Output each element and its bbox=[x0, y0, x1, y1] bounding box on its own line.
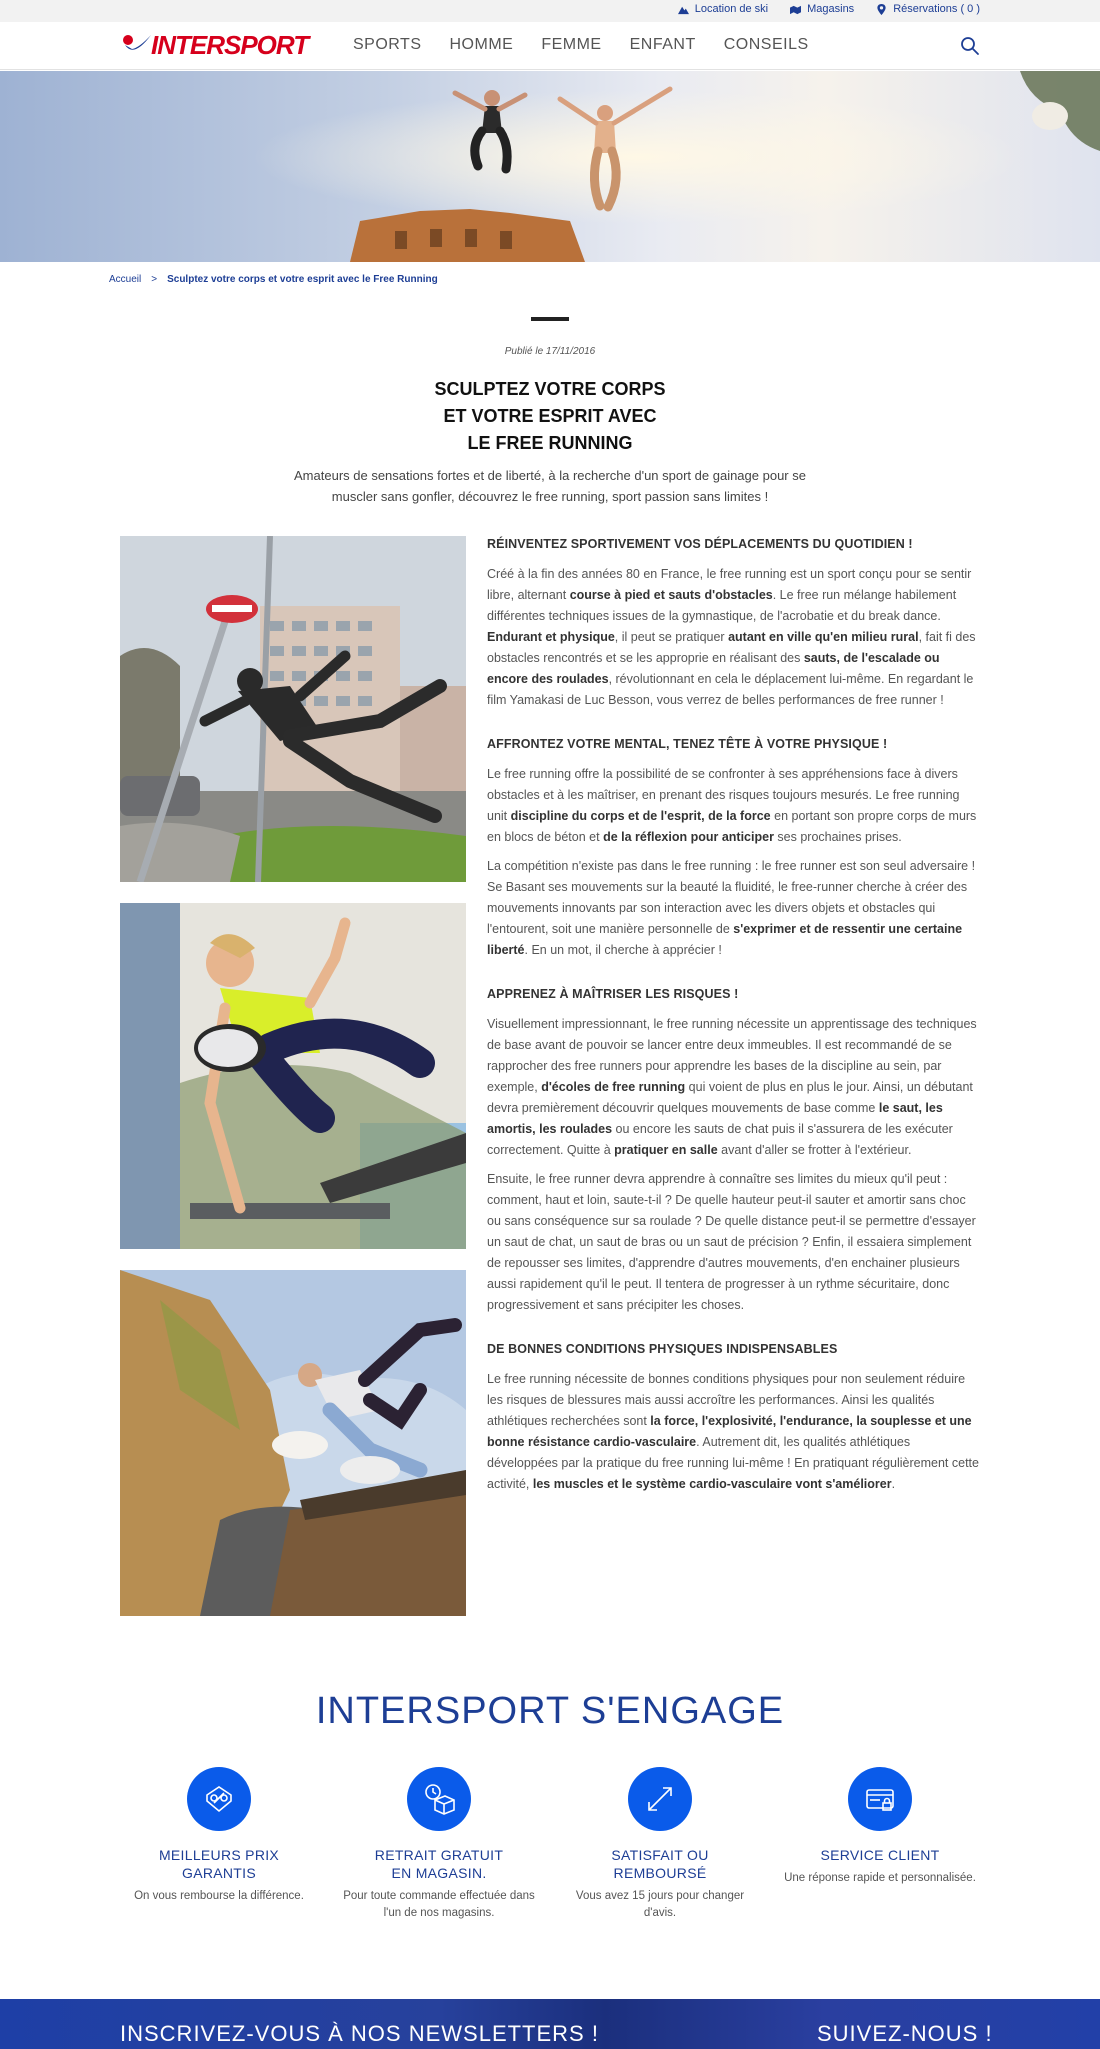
engagement-satisfied-refund[interactable] bbox=[560, 1767, 760, 1922]
section-paragraph bbox=[487, 1014, 979, 1161]
title-divider bbox=[531, 317, 569, 321]
body-text: , il peut se pratiquer bbox=[614, 630, 729, 644]
body-text: . Autrement dit, les qualités athlétiques développées par la pratique du free running lui-même ! En pratiquant régulièrement cette activité, bbox=[487, 1435, 979, 1491]
engagement-label: RETRAIT GRATUIT EN MAGASIN. bbox=[374, 1847, 504, 1881]
emphasis-text: le saut, les amortis, les roulades bbox=[487, 1101, 943, 1136]
title-line-3: LE FREE RUNNING bbox=[467, 433, 633, 453]
article-body bbox=[487, 537, 979, 1521]
emphasis-text: course à pied et sauts d'obstacles bbox=[569, 588, 773, 602]
published-date: Publié le 17/11/2016 bbox=[504, 346, 596, 357]
page-title bbox=[300, 376, 800, 457]
engagement-desc: On vous rembourse la différence. bbox=[134, 1890, 304, 1902]
section-paragraph bbox=[487, 764, 979, 848]
emphasis-text: Endurant et physique bbox=[487, 630, 615, 644]
body-text: Ensuite, le free runner devra apprendre à connaître ses limites du mieux qu'il peut : comment, haut et loin, saute-t-il ? De quelle hauteur peut-il sauter et amortir sans choc ou sans conséquence sur sa roulade ? De quelle distance peut-il se permettre d'essayer un saut de chat, un saut de bras ou un saut de précision ? Enfin, il essaiera simplement de repousser ses limites, d'apprendre d'autres mouvements, d'en enchainer plusieurs aussi rapidement qu'il le peut. Il tentera de progresser à un rythme sécuritaire, donc progressivement et sans précipiter les choses. bbox=[487, 1172, 976, 1312]
section-heading: DE BONNES CONDITIONS PHYSIQUES INDISPENSABLES bbox=[487, 1342, 838, 1356]
reservations-label: Réservations ( 0 ) bbox=[893, 3, 980, 15]
section-heading: RÉINVENTEZ SPORTIVEMENT VOS DÉPLACEMENTS DU QUOTIDIEN ! bbox=[487, 537, 913, 551]
breadcrumb-current: Sculptez votre corps et votre esprit avec le Free Running bbox=[167, 274, 438, 285]
section-paragraph bbox=[487, 1369, 979, 1495]
engagement-desc: Pour toute commande effectuée dans l'un de nos magasins. bbox=[343, 1890, 535, 1919]
section-heading: APPRENEZ À MAÎTRISER LES RISQUES ! bbox=[487, 987, 739, 1001]
body-text: en portant son propre corps de murs en blocs de béton et bbox=[487, 809, 977, 844]
emphasis-text: discipline du corps et de l'esprit, de la force bbox=[510, 809, 771, 823]
article-section bbox=[487, 987, 979, 1316]
clock-box-icon bbox=[421, 1781, 457, 1817]
body-text: Visuellement impressionnant, le free running nécessite un apprentissage des techniques de base avant de pouvoir se lancer entre deux immeubles. Il est recommandé de se rapprocher des free runners pour apprendre les bases de la discipline au sein, par exemple, bbox=[487, 1017, 977, 1094]
reservations-link[interactable] bbox=[876, 3, 980, 15]
price-tag-icon bbox=[201, 1781, 237, 1817]
body-text: . En un mot, il cherche à apprécier ! bbox=[524, 943, 722, 957]
engagement-label: SERVICE CLIENT bbox=[820, 1847, 940, 1863]
footer-band bbox=[0, 1999, 1100, 2049]
engagement-desc: Une réponse rapide et personnalisée. bbox=[784, 1872, 976, 1884]
article-photo-cliff bbox=[120, 1270, 466, 1616]
emphasis-text: sauts, de l'escalade ou encore des roulades bbox=[487, 651, 940, 686]
body-text: ou encore les sauts de chat puis il s'assurera de les exécuter correctement. Quitte à bbox=[487, 1122, 953, 1157]
section-heading: AFFRONTEZ VOTRE MENTAL, TENEZ TÊTE À VOTRE PHYSIQUE ! bbox=[487, 737, 888, 751]
body-text: La compétition n'existe pas dans le free running : le free runner est son seul adversaire ! Se Basant ses mouvements sur la beauté la fluidité, le free-runner cherche à créer des mouvements innovants par son interaction avec les divers objets et obstacles qui l'entourent, soit une manière personnelle de bbox=[487, 859, 976, 936]
body-text: Le free running offre la possibilité de se confronter à ses appréhensions face à divers obstacles et à les maîtriser, en prenant des risques toujours mesurés. Le free running unit bbox=[487, 767, 960, 823]
breadcrumb-separator: > bbox=[151, 274, 158, 285]
engagement-label: SATISFAIT OU REMBOURSÉ bbox=[611, 1847, 709, 1881]
article-section bbox=[487, 1342, 979, 1495]
nav-homme[interactable]: HOMME bbox=[449, 36, 514, 53]
search-icon[interactable] bbox=[960, 36, 980, 56]
main-header bbox=[0, 22, 1100, 70]
title-line-2: ET VOTRE ESPRIT AVEC bbox=[443, 406, 657, 426]
engagement-circle bbox=[848, 1767, 912, 1831]
engagement-circle bbox=[628, 1767, 692, 1831]
breadcrumb bbox=[109, 274, 438, 285]
body-text: , fait fi des obstacles rencontrés et se les approprie en réalisant des bbox=[487, 630, 976, 665]
logo-wordmark: INTERSPORT bbox=[151, 29, 309, 60]
article-section bbox=[487, 537, 979, 711]
engagement-customer-service[interactable] bbox=[780, 1767, 980, 1887]
arrows-icon bbox=[642, 1781, 678, 1817]
body-text: . Le free run mélange habilement différentes techniques issues de la gymnastique, de l'acrobatie et du break dance. bbox=[487, 588, 957, 623]
engagement-best-price[interactable] bbox=[119, 1767, 319, 1905]
intersport-logo[interactable] bbox=[121, 29, 317, 60]
emphasis-text: les muscles et le système cardio-vasculaire vont s'améliorer bbox=[532, 1477, 892, 1491]
mountain-icon bbox=[678, 4, 689, 15]
body-text: . bbox=[891, 1477, 896, 1491]
hero-image bbox=[0, 71, 1100, 262]
stores-label: Magasins bbox=[807, 3, 855, 15]
body-text: , révolutionnant en cela le déplacement lui-même. En regardant le film Yamakasi de Luc Besson, vous verrez de belles performances de free runner ! bbox=[487, 672, 974, 707]
engagement-free-pickup[interactable] bbox=[339, 1767, 539, 1922]
article-intro: Amateurs de sensations fortes et de liberté, à la recherche d'un sport de gainage pour se muscler sans gonfler, découvrez le free running, sport passion sans limites ! bbox=[294, 468, 806, 504]
section-paragraph bbox=[487, 1169, 979, 1316]
ski-rental-link[interactable] bbox=[678, 3, 768, 15]
emphasis-text: d'écoles de free running bbox=[541, 1080, 686, 1094]
nav-enfant[interactable]: ENFANT bbox=[629, 36, 696, 53]
nav-femme[interactable]: FEMME bbox=[541, 36, 602, 53]
utility-links bbox=[678, 3, 980, 15]
nav-conseils[interactable]: CONSEILS bbox=[723, 36, 809, 53]
follow-us[interactable]: SUIVEZ-NOUS ! bbox=[817, 2021, 993, 2046]
location-pin-icon bbox=[876, 4, 887, 15]
card-lock-icon bbox=[862, 1781, 898, 1817]
emphasis-text: de la réflexion pour anticiper bbox=[603, 830, 774, 844]
body-text: ses prochaines prises. bbox=[773, 830, 902, 844]
section-paragraph bbox=[487, 564, 979, 711]
breadcrumb-home[interactable]: Accueil bbox=[109, 274, 142, 285]
emphasis-text: autant en ville qu'en milieu rural bbox=[728, 630, 919, 644]
ski-rental-label: Location de ski bbox=[694, 3, 769, 15]
stores-link[interactable] bbox=[790, 3, 854, 15]
engagement-circle bbox=[187, 1767, 251, 1831]
engagement-desc: Vous avez 15 jours pour changer d'avis. bbox=[575, 1890, 745, 1919]
logo-mark-icon bbox=[121, 32, 153, 58]
main-nav bbox=[353, 36, 837, 54]
engagement-label: MEILLEURS PRIX GARANTIS bbox=[158, 1847, 280, 1881]
emphasis-text: la force, l'explosivité, l'endurance, la souplesse et une bonne résistance cardio-vasculaire bbox=[487, 1414, 972, 1449]
article-photo-vault bbox=[120, 903, 466, 1249]
nav-sports[interactable]: SPORTS bbox=[353, 36, 422, 53]
engagement-circle bbox=[407, 1767, 471, 1831]
emphasis-text: s'exprimer et de ressentir une certaine liberté bbox=[487, 922, 963, 957]
newsletter-signup[interactable]: INSCRIVEZ-VOUS À NOS NEWSLETTERS ! bbox=[120, 2021, 599, 2046]
hero-banner bbox=[0, 71, 1100, 262]
emphasis-text: pratiquer en salle bbox=[614, 1143, 718, 1157]
body-text: qui voient de plus en plus le jour. Ainsi, un débutant devra premièrement découvrir quelques mouvements de base comme bbox=[487, 1080, 973, 1115]
engagement-title: INTERSPORT S'ENGAGE bbox=[315, 1690, 785, 1732]
title-line-1: SCULPTEZ VOTRE CORPS bbox=[434, 379, 666, 399]
body-text: Le free running nécessite de bonnes conditions physiques pour non seulement réduire les risques de blessures mais aussi accroître les performances. Ainsi les qualités athlétiques recherchées sont bbox=[487, 1372, 966, 1428]
map-icon bbox=[790, 4, 801, 15]
article-section bbox=[487, 737, 979, 961]
body-text: Créé à la fin des années 80 en France, le free running est un sport conçu pour se sentir libre, alternant bbox=[487, 567, 972, 602]
body-text: avant d'aller se frotter à l'extérieur. bbox=[717, 1143, 912, 1157]
utility-bar bbox=[0, 0, 1100, 22]
section-paragraph bbox=[487, 856, 979, 961]
article-photo-urban bbox=[120, 536, 466, 882]
